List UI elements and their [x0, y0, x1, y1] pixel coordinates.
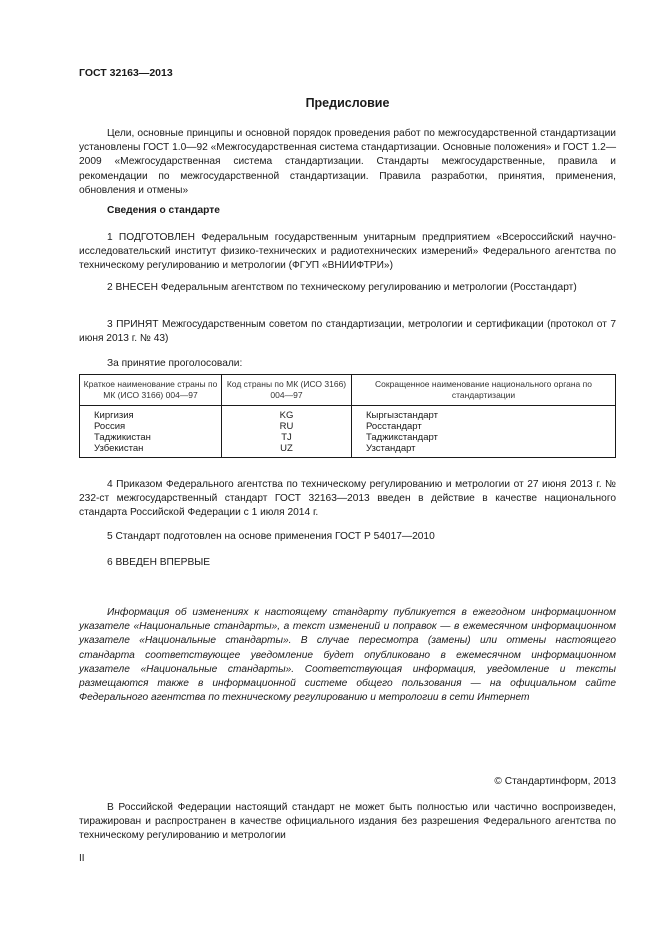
cell-organ: Росстандарт: [352, 421, 616, 432]
cell-code: KG: [222, 406, 352, 422]
cell-organ: Кыргызстандарт: [352, 406, 616, 422]
header-country: Краткое наименование страны по МК (ИСО 3166) 004—97: [80, 375, 222, 406]
vote-caption: За принятие проголосовали:: [107, 358, 243, 369]
cell-country: Россия: [80, 421, 222, 432]
document-header: ГОСТ 32163—2013: [79, 67, 173, 79]
changes-info-paragraph: Информация об изменениях к настоящему стандарту публикуется в ежегодном информационном указателе «Национальные стандарты», а текст изменений и поправок — в ежемесячном информационном указателе «Национальные стандарты». В случае пересмотра (замены) или отмены настоящего стандарта соответствующее уведомление будет опубликовано в ежемесячном информационном указателе «Национальные стандарты». Соответствующая информация, уведомление и тексты размещаются также в информационной системе общего пользования — на официальном сайте Федерального агентства по техническому регулированию и метрологии в сети Интернет: [79, 607, 616, 704]
cell-country: Узбекистан: [80, 443, 222, 458]
item-5-paragraph: 5 Стандарт подготовлен на основе применения ГОСТ Р 54017—2010: [107, 531, 435, 542]
page-number: II: [79, 853, 85, 864]
page-title: Предисловие: [305, 96, 390, 110]
table-row: [80, 443, 616, 458]
header-code: Код страны по МК (ИСО 3166) 004—97: [222, 375, 352, 406]
info-heading: Сведения о стандарте: [107, 205, 220, 216]
cell-organ: Таджикстандарт: [352, 432, 616, 443]
item-3-paragraph: 3 ПРИНЯТ Межгосударственным советом по стандартизации, метрологии и сертификации (протокол от 7 июня 2013 г. № 43): [79, 319, 616, 345]
table-row: [80, 432, 616, 443]
table-header-row: [80, 375, 616, 406]
table-row: [80, 421, 616, 432]
cell-code: RU: [222, 421, 352, 432]
cell-code: UZ: [222, 443, 352, 458]
cell-code: TJ: [222, 432, 352, 443]
item-2-paragraph: 2 ВНЕСЕН Федеральным агентством по техническому регулированию и метрологии (Росстандарт): [107, 282, 577, 293]
cell-country: Киргизия: [80, 406, 222, 422]
reproduction-notice: В Российской Федерации настоящий стандарт не может быть полностью или частично воспроизведен, тиражирован и распространен в качестве официального издания без разрешения Федерального агентства по техническому регулированию и метрологии: [79, 802, 616, 842]
item-1-paragraph: 1 ПОДГОТОВЛЕН Федеральным государственным унитарным предприятием «Всероссийский научно-исследовательский институт физико-технических и радиотехнических измерений» Федерального агентства по техническому регулированию и метрологии (ФГУП «ВНИИФТРИ»): [79, 232, 616, 272]
cell-country: Таджикистан: [80, 432, 222, 443]
table-row: [80, 406, 616, 422]
header-organ: Сокращенное наименование национального органа по стандартизации: [352, 375, 616, 406]
item-4-paragraph: 4 Приказом Федерального агентства по техническому регулированию и метрологии от 27 июня 2013 г. № 232-ст межгосударственный стандарт ГОСТ 32163—2013 введен в действие в качестве национального стандарта Российской Федерации с 1 июля 2014 г.: [79, 479, 616, 519]
copyright-line: © Стандартинформ, 2013: [494, 776, 616, 787]
item-6-paragraph: 6 ВВЕДЕН ВПЕРВЫЕ: [107, 557, 211, 568]
votes-table: [79, 374, 616, 458]
cell-organ: Узстандарт: [352, 443, 616, 458]
intro-paragraph: Цели, основные принципы и основной порядок проведения работ по межгосударственной стандартизации установлены ГОСТ 1.0—92 «Межгосударственная система стандартизации. Основные положения» и ГОСТ 1.2—2009 «Межгосударственная система стандартизации. Стандарты межгосударственные, правила и рекомендации по межгосударственной стандартизации. Правила разработки, принятия, применения, обновления и отмены»: [79, 128, 617, 196]
